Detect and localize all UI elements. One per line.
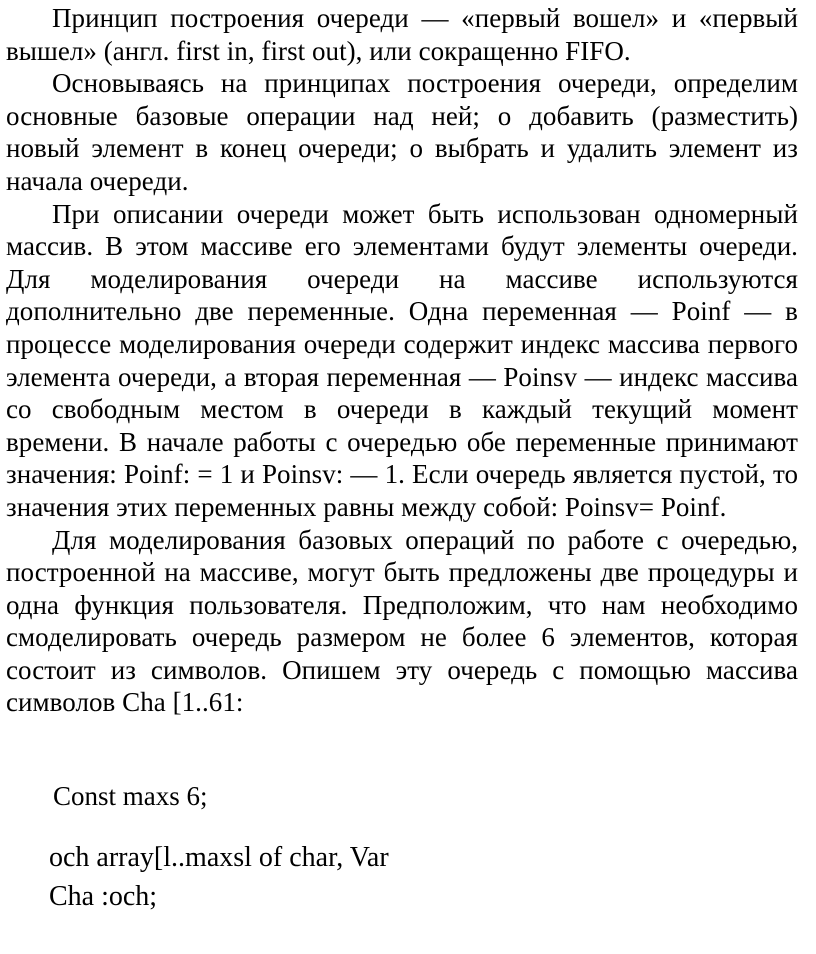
document-page (6, 2, 798, 719)
code-line-var-declaration: Cha :och; (49, 881, 158, 912)
paragraph-array-description: При описании очереди может быть использован одномерный массив. В этом массиве его элементами будут элементы очереди. Для моделирования очереди на массиве используются дополнительно две переменные. Одна переменная — Poinf — в процессе моделирования очереди содержит индекс массива первого элемента очереди, а вторая переменная — Poinsv — индекс массива со свободным местом в очереди в каждый текущий момент времени. В начале работы с очередью обе переменные принимают значения: Poinf: = 1 и Poinsv: — 1. Если очередь является пустой, то значения этих переменных равны между собой: Poinsv= Poinf. (6, 198, 798, 522)
code-line-array-type: och array[l..maxsl of char, Var (49, 842, 389, 873)
paragraph-basic-operations: Основываясь на принципах построения очереди, определим основные базовые операции над ней; о добавить (разместить) новый элемент в конец очереди; о выбрать и удалить элемент из начала очереди. (6, 68, 798, 196)
paragraph-fifo-definition: Принцип построения очереди — «первый вошел» и «первый вышел» (англ. first in, first out), или сокращенно FIFO. (6, 3, 798, 66)
paragraph-procedures: Для моделирования базовых операций по работе с очередью, построенной на массиве, могут быть предложены две процедуры и одна функция пользователя. Предположим, что нам необходимо смоделировать очередь размером не более 6 элементов, которая состоит из символов. Опишем эту очередь с помощью массива символов Cha [1..61: (6, 524, 798, 718)
code-line-const: Const maxs 6; (53, 781, 208, 811)
